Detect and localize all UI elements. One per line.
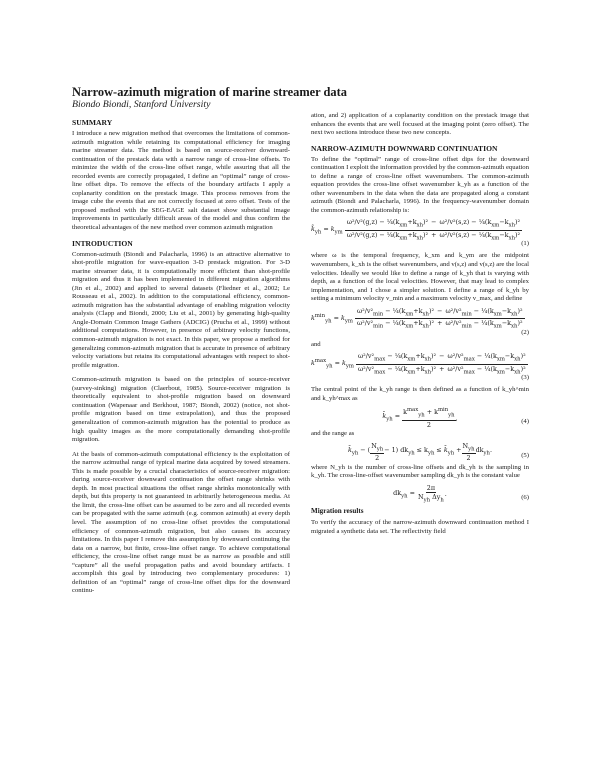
intro-continuation: ation, and 2) application of a coplanarity condition on the prestack image that enhances the events that are well focused at the imaging point (zero offset). The next two sections introduce these two new concepts. [311, 112, 529, 137]
paper-title: Narrow-azimuth migration of marine streamer data [72, 85, 347, 99]
equation-1: $k̃_{yh} = k_{ym}$ $\frac{\omega^2/v^2(g,z) - \frac{1}{4}(k_{xm}+k_{xh})^2 - \omega^2/v^2(s,z) - \frac{1}{4}(k_{xm}-k_{xh})^2}{\omega^2/v^2(g,z) - \frac{1}{4}(k_{xm}+k_{xh})^2 + \omega^2/v^2(s,z) - \frac{1}{4}(k_{xm}-k_{xh})^2}$ (1) [311, 218, 529, 248]
summary-paragraph: I introduce a new migration method that overcomes the limitations of common-azimuth migration while retaining its computational efficiency for imaging marine streamer data. The method is based on source-receiver downward-continuation of the prestack data with a narrow range of cross-line offsets. To minimize the width of the cross-line offset range, while assuring that all the recorded events are correctly propagated, I define an “optimal” range of cross-line offset dips. To remove the effects of the boundary artifacts I apply a coplanarity condition on the prestack image. This process removes from the image cube the events that are not correctly focused at zero offset. Tests of the proposed method with the SEG-EAGE salt dataset show substantial image improvements in particularly difficult areas of the model and thus confirm the theoretical advantages of the new method over common azimuth migration [72, 130, 290, 232]
narrow-azimuth-paragraph-3: The central point of the k_yh range is then defined as a function of k_yh^min and k_yh^max as [311, 386, 529, 402]
intro-paragraph-1: Common-azimuth (Biondi and Palacharla, 1996) is an attractive alternative to shot-profile migration for wave-equation 3-D prestack migration. For 3-D marine streamer data, it is computationally more efficient than shot-profile migration and thus it has been implemented in different migration algorithms (Jin et al., 2002) and applied to several datasets (Fliedner et al., 2002; Le Rousseau et al., 2002). In addition to the computational efficiency, common-azimuth migration has the substantial advantage of enabling migration velocity analysis (Clapp and Biondi, 2000; Liu et al., 2001) by generating high-quality Angle-Domain Common Image Gathers (ADCIG) (Prucha et al., 1999) without additional computations. However, in presence of arbitrary velocity functions, common-azimuth migration is not exact. In this paper, we propose a method for generalizing common-azimuth migration that is accurate in presence of arbitrary velocity variations but retains its computational advantages with respect to shot-profile migration. [72, 250, 290, 369]
equation-1-number: (1) [521, 240, 529, 248]
narrow-azimuth-paragraph-5: where N_yh is the number of cross-line offsets and dk_yh is the sampling in k_yh. The cross-line-offset wavenumber sampling dk_yh is the constant value [311, 463, 529, 480]
introduction-heading: INTRODUCTION [72, 238, 133, 248]
equation-4-number: (4) [521, 418, 529, 426]
equation-3-number: (3) [521, 374, 529, 382]
equation-5: $k̄_{yh}$ − ( $\frac{N_{yh}}{2}$ − 1) $dk_{yh} \le k_{yh}$ ≤ $k̄_{yh}$ + $\frac{N_{yh}}{2}$ $dk_{yh}$. (5) [347, 441, 529, 463]
equation-6-number: (6) [521, 494, 529, 502]
equation-2-number: (2) [521, 328, 529, 336]
equation-3: $k^{max}_{yh} = k_{ym}$ $\frac{\omega^2/v^2_{max} - \frac{1}{4}(k_{xm}+k_{xh})^2 - \omega^2/v^2_{max} - \frac{1}{4}(k_{xm}-k_{xh})^2}{\omega^2/v^2_{max} - \frac{1}{4}(k_{xm}+k_{xh})^2 + \omega^2/v^2_{max} - \frac{1}{4}(k_{xm}-k_{xh})^2}$ (3) [311, 352, 529, 382]
narrow-azimuth-paragraph-2: where ω is the temporal frequency, k_xm and k_ym are the midpoint wavenumbers, k_xh is the offset wavenumbers, and v(s,z) and v(s,z) are the local velocities. Ideally we would like to define a range of k_yh that is varying with depth, as a function of the local velocities. However, that may lead to complex implementation, and I chose a simpler solution. I define a range of k_yh by setting a minimum velocity v_min and a maximum velocity v_max, and define [311, 252, 529, 303]
equation-6: $dk_{yh}$ = $\frac{2\pi}{N_{yh} \Delta y_h}$ . (6) [393, 484, 529, 504]
left-column [72, 118, 290, 602]
paper-author: Biondo Biondi, Stanford University [72, 99, 211, 110]
summary-heading: SUMMARY [72, 118, 113, 127]
and-text: and [311, 340, 321, 348]
equation-5-number: (5) [521, 451, 529, 459]
narrow-azimuth-paragraph-4: and the range as [311, 430, 355, 438]
intro-paragraph-2: Common-azimuth migration is based on the principles of source-receiver (survey-sinking) migration (Claerbout, 1985). Source-receiver migration is theoretically equivalent to shot-profile migration based on downward continuation (Wapenaar and Berkhout, 1987; Biondi, 2002) (notice, not shot-profile migration based on time extrapolation), and thus the proposed generalization of common-azimuth migration has the potential to produce as high quality images as the more computationally demanding shot-profile migration. [72, 376, 290, 444]
migration-results-heading: Migration results [311, 507, 364, 516]
right-column [311, 112, 529, 542]
migration-results-paragraph: To verify the accuracy of the narrow-azimuth downward continuation method I migrated a synthetic data set. The reflectivity field [311, 519, 529, 535]
narrow-azimuth-heading: NARROW-AZIMUTH DOWNWARD CONTINUATION [311, 143, 498, 153]
equation-4: $k̄_{yh}$ = $\frac{k^{max}_{yh} + k^{min}_{yh}}{2}$ , (4) [382, 407, 529, 429]
equation-2: $k^{min}_{yh} = k_{ym}$ $\frac{\omega^2/v^2_{min} - \frac{1}{4}(k_{xm}+k_{xh})^2 - \omega^2/v^2_{min} - \frac{1}{4}(k_{xm}-k_{xh})^2}{\omega^2/v^2_{min} - \frac{1}{4}(k_{xm}+k_{xh})^2 + \omega^2/v^2_{min} - \frac{1}{4}(k_{xm}-k_{xh})^2}$ (2) [311, 306, 529, 336]
narrow-azimuth-paragraph-1: To define the “optimal” range of cross-line offset dips for the downward continuation I exploit the information provided by the common-azimuth equation to define a range of cross-line offset wavenumbers. The common-azimuth equation provides the cross-line offset wavenumber k_yh as a function of the other wavenumbers in the data when the data are propagated along a constant azimuth (Biondi and Palacharla, 1996). In the frequency-wavenumber domain the common-azimuth relationship is: [311, 155, 529, 214]
intro-paragraph-3: At the basis of common-azimuth computational efficiency is the exploitation of the narrow azimuthal range of typical marine data acquired by towed streamers. This is made possible by a crucial characteristics of source-receiver migration: during source-receiver downward continuation the offset range shrinks with depth. In most practical situations the offset range shrinks monotonically with depth, but this property is not guaranteed in arbitrarily heterogeneous media. At the limit, the cross-line offset can be assumed to be zero and all recorded events can be propagated with the same azimuth (e.g. common azimuth) at every depth level. The assumption of no cross-line offset provides the computational efficiency of common-azimuth migration, but also causes its accuracy limitations. In this paper I remove this assumption by downward continuing the data on a narrow, but finite, cross-line offset range. To achieve computational efficiency, the cross-line offset range must be as narrow as possible and still “capture” all the useful propagation paths and avoid boundary artifacts. I accomplish this goal by introducing two complementary procedures: 1) definition of an “optimal” range of cross-line offset dips for the downward continu- [72, 450, 290, 595]
